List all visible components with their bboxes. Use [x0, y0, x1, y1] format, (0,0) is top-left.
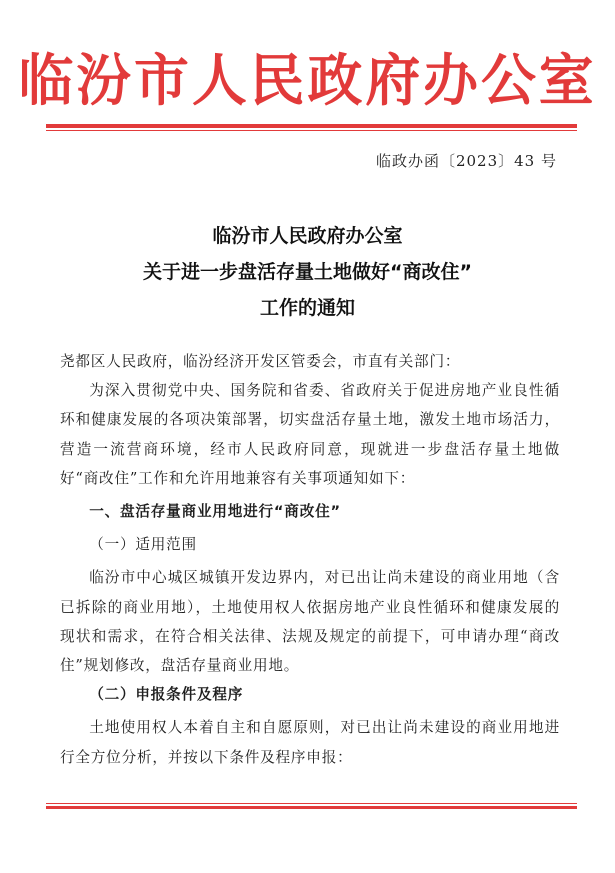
section-1-heading: 一、盘活存量商业用地进行“商改住”	[89, 503, 341, 521]
masthead-rule-thick	[46, 124, 577, 128]
footer-rule-thick	[46, 806, 577, 809]
recipients: 尧都区人民政府，临汾经济开发区管委会，市直有关部门：	[60, 353, 461, 370]
footer-rule-thin	[46, 803, 577, 804]
subsection-2-heading: （二）申报条件及程序	[89, 686, 244, 704]
document-body	[60, 347, 560, 772]
title-line-3: 工作的通知	[259, 297, 355, 319]
title-line-1: 临汾市人民政府办公室	[212, 225, 403, 247]
intro-paragraph: 为深入贯彻党中央、国务院和省委、省政府关于促进房地产业良性循环和健康发展的各项决策部署，切实盘活存量土地，激发土地市场活力，营造一流营商环境，经市人民政府同意，现就进一步盘活存量土地做好“商改住”工作和允许用地兼容有关事项通知如下：	[60, 382, 560, 487]
subsection-1-text: 临汾市中心城区城镇开发边界内，对已出让尚未建设的商业用地（含已拆除的商业用地），土地使用权人依据房地产业良性循环和健康发展的现状和需求，在符合相关法律、法规及规定的前提下，可申请办理“商改住”规划修改，盘活存量商业用地。	[60, 569, 560, 675]
subsection-2-text: 土地使用权人本着自主和自愿原则，对已出让尚未建设的商业用地进行全方位分析，并按以下条件及程序申报：	[60, 719, 560, 766]
document-number: 临政办函〔2023〕43 号	[375, 152, 557, 170]
masthead-organization: 临汾市人民政府办公室	[18, 49, 597, 114]
subsection-1-heading: （一）适用范围	[89, 536, 197, 554]
title-line-2: 关于进一步盘活存量土地做好“商改住”	[143, 261, 472, 283]
masthead-rule-thin	[46, 130, 577, 131]
